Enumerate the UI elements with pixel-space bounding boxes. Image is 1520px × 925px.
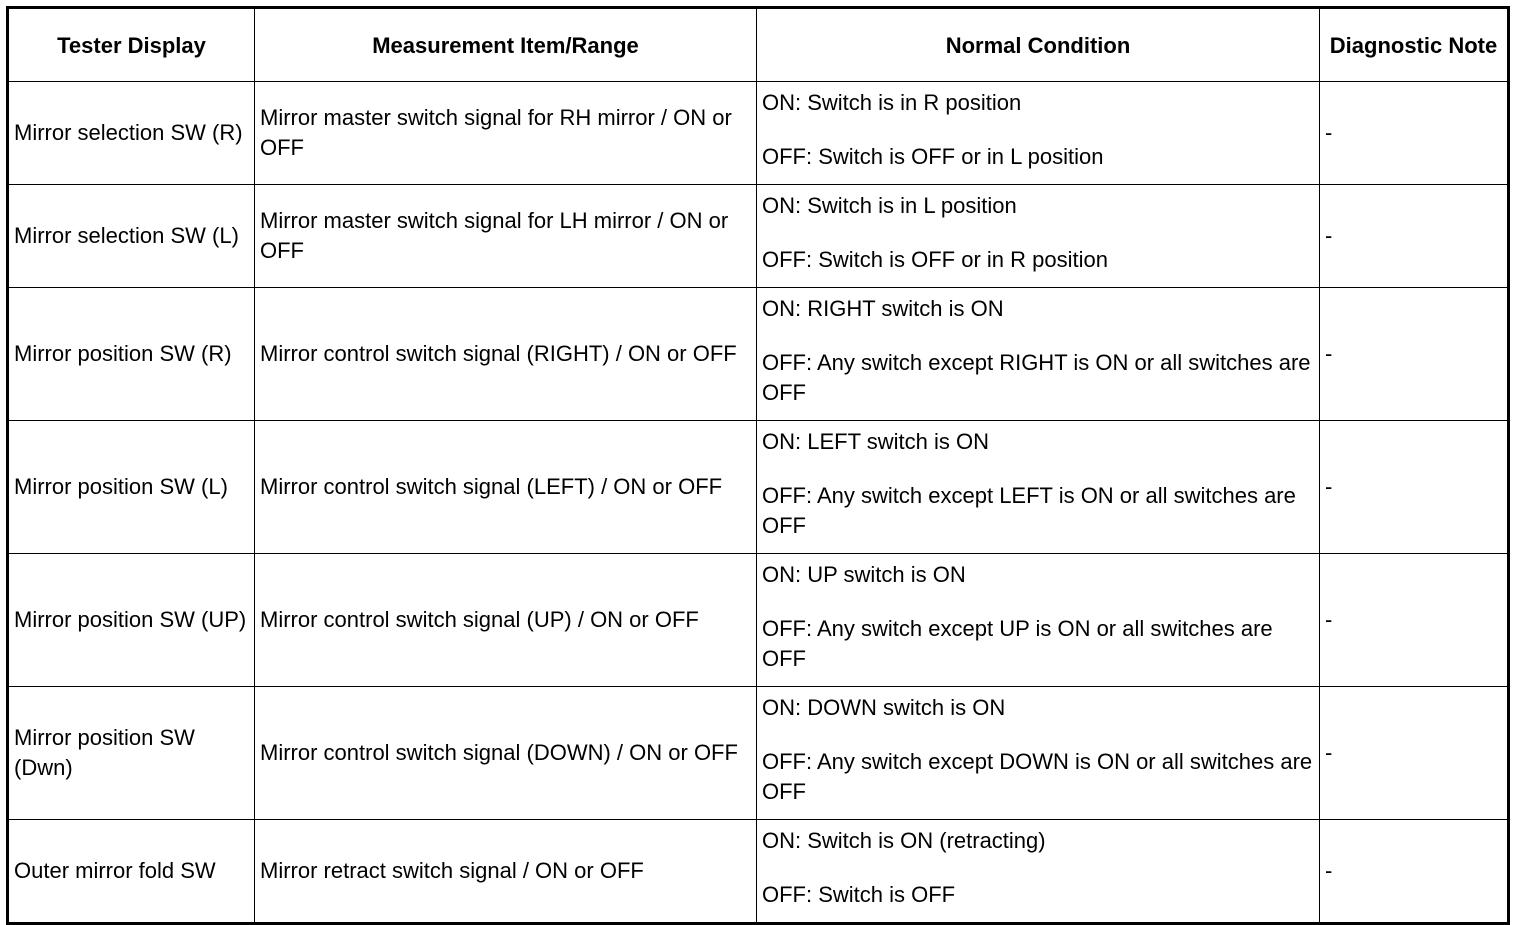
tester-display-cell: Mirror position SW (UP)	[8, 554, 255, 687]
tester-display-cell: Mirror selection SW (L)	[8, 185, 255, 288]
condition-off-text: OFF: Any switch except UP is ON or all switches are OFF	[762, 616, 1273, 671]
diagnostic-note-cell: -	[1320, 554, 1509, 687]
header-diagnostic-note: Diagnostic Note	[1320, 8, 1509, 82]
condition-on-text: ON: Switch is in R position	[762, 90, 1022, 115]
condition-on-text: ON: DOWN switch is ON	[762, 695, 1006, 720]
table-row	[8, 185, 1509, 288]
diagnostic-note-cell: -	[1320, 687, 1509, 820]
normal-condition-cell	[757, 687, 1320, 820]
diagnostic-note-cell: -	[1320, 82, 1509, 185]
tester-display-cell: Mirror position SW (Dwn)	[8, 687, 255, 820]
normal-condition-cell	[757, 185, 1320, 288]
condition-off-text: OFF: Any switch except RIGHT is ON or all switches are OFF	[762, 350, 1311, 405]
diagnostic-table	[6, 6, 1510, 925]
measurement-cell: Mirror control switch signal (UP) / ON or OFF	[255, 554, 757, 687]
diagnostic-note-cell: -	[1320, 421, 1509, 554]
condition-off-text: OFF: Switch is OFF or in L position	[762, 144, 1104, 169]
measurement-cell: Mirror control switch signal (DOWN) / ON or OFF	[255, 687, 757, 820]
condition-off-text: OFF: Any switch except DOWN is ON or all switches are OFF	[762, 749, 1313, 804]
measurement-cell: Mirror retract switch signal / ON or OFF	[255, 820, 757, 924]
header-measurement-item: Measurement Item/Range	[255, 8, 757, 82]
table-row	[8, 82, 1509, 185]
header-tester-display: Tester Display	[8, 8, 255, 82]
condition-on-text: ON: LEFT switch is ON	[762, 429, 989, 454]
tester-display-cell: Mirror position SW (L)	[8, 421, 255, 554]
tester-display-cell: Mirror selection SW (R)	[8, 82, 255, 185]
condition-off-text: OFF: Switch is OFF	[762, 882, 956, 907]
normal-condition-cell	[757, 288, 1320, 421]
condition-on-text: ON: Switch is ON (retracting)	[762, 828, 1046, 853]
normal-condition-cell	[757, 421, 1320, 554]
diagnostic-note-cell: -	[1320, 820, 1509, 924]
condition-on-text: ON: UP switch is ON	[762, 562, 966, 587]
condition-off-text: OFF: Switch is OFF or in R position	[762, 247, 1108, 272]
table-row	[8, 687, 1509, 820]
table-body	[8, 82, 1509, 924]
normal-condition-cell	[757, 820, 1320, 924]
table-row	[8, 421, 1509, 554]
measurement-cell: Mirror control switch signal (LEFT) / ON or OFF	[255, 421, 757, 554]
condition-off-text: OFF: Any switch except LEFT is ON or all switches are OFF	[762, 483, 1296, 538]
measurement-cell: Mirror master switch signal for LH mirror / ON or OFF	[255, 185, 757, 288]
tester-display-cell: Outer mirror fold SW	[8, 820, 255, 924]
diagnostic-note-cell: -	[1320, 185, 1509, 288]
measurement-cell: Mirror master switch signal for RH mirror / ON or OFF	[255, 82, 757, 185]
header-row	[8, 8, 1509, 82]
table-row	[8, 554, 1509, 687]
condition-on-text: ON: RIGHT switch is ON	[762, 296, 1004, 321]
normal-condition-cell	[757, 82, 1320, 185]
normal-condition-cell	[757, 554, 1320, 687]
condition-on-text: ON: Switch is in L position	[762, 193, 1017, 218]
tester-display-cell: Mirror position SW (R)	[8, 288, 255, 421]
measurement-cell: Mirror control switch signal (RIGHT) / ON or OFF	[255, 288, 757, 421]
table-row	[8, 288, 1509, 421]
header-normal-condition: Normal Condition	[757, 8, 1320, 82]
diagnostic-note-cell: -	[1320, 288, 1509, 421]
table-row	[8, 820, 1509, 924]
table-header	[8, 8, 1509, 82]
